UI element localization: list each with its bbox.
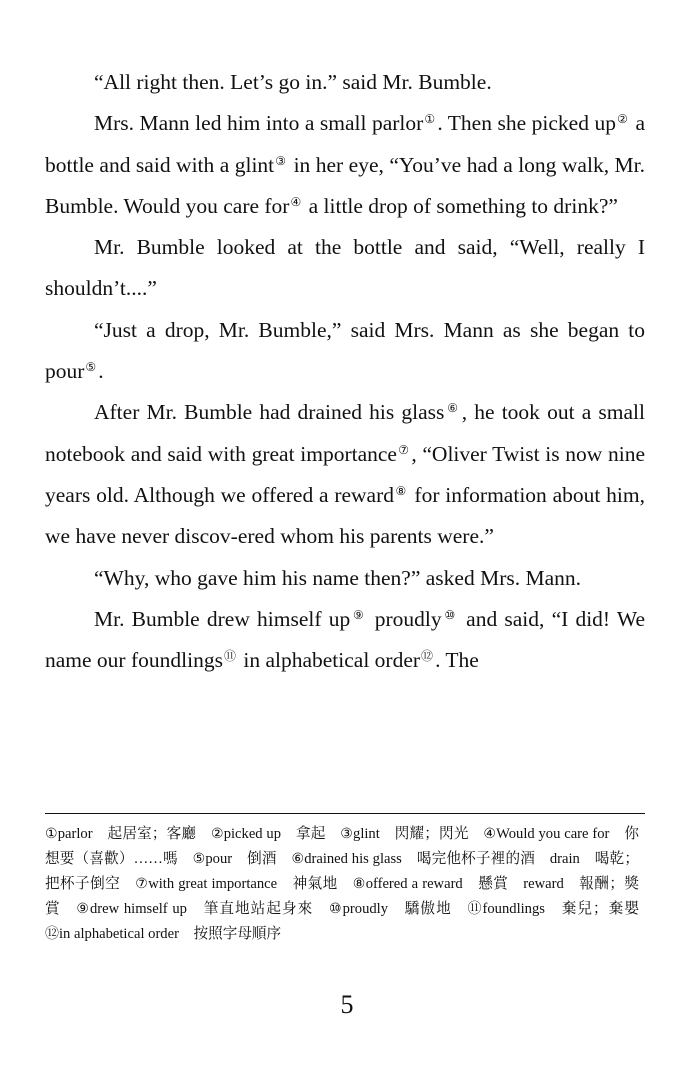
footnote-marker: ⑦ [397,442,410,457]
footnote-gloss: 驕傲地 [404,901,452,917]
footnote-gloss: 倒酒 [247,851,277,867]
footnote-marker: ④ [290,194,302,209]
paragraph [45,227,645,310]
footnote-term: proudly [342,901,389,917]
footnote-term: drew himself up [89,901,187,917]
footnote-number: ⑥ [291,852,305,867]
footnote-number: ④ [483,827,497,842]
footnote-gloss: 棄兒；棄嬰 [561,901,639,917]
text-run: , he took out a small notebook and said with great importance [45,400,645,466]
footnote-gloss: 喝完他杯子裡的酒 drain 喝乾；把杯子倒空 [45,851,639,892]
paragraph [45,62,645,103]
footnote-term: parlor [57,826,93,842]
footnote-item [211,826,326,842]
footnote-term: glint [353,826,380,842]
story-text [45,62,645,681]
paragraph [45,103,645,227]
footnote-item [76,901,313,917]
footnote-gloss: 你想要（喜歡）……嗎 [45,826,639,867]
footnote-term: picked up [223,826,282,842]
footnote-marker: ② [616,112,628,127]
footnote-number: ⑦ [135,877,149,892]
text-run: “Just a drop, Mr. Bumble,” said Mrs. Mann as she began to pour [45,317,645,384]
footnote-gloss: 拿起 [295,826,326,842]
footnote-gloss: 閃耀；閃光 [394,826,469,842]
footnote-marker: ① [424,112,436,127]
text-run: . [98,359,104,384]
footnote-marker: ⑥ [445,401,460,416]
text-run: a bottle and said with a glint [45,111,646,177]
footnote-gloss: 筆直地站起身來 [203,901,314,917]
footnote-marker: ⑫ [421,649,434,664]
footnote-gloss: 神氣地 [292,876,338,892]
text-run: Mr. Bumble looked at the bottle and said, “Well, really I shouldn’t....” [45,235,645,301]
footnote-number: ① [45,827,58,842]
footnote-number: ⑪ [467,902,483,917]
text-run: . Then she picked up [437,111,616,136]
paragraph [45,310,645,393]
vocabulary-footnotes [45,822,639,947]
text-run: a little drop of something to drink?” [303,193,618,218]
footnote-item [340,826,468,842]
text-run: After Mr. Bumble had drained his glass [94,400,445,425]
footnote-term: with great importance [148,876,278,892]
footnote-number: ⑧ [352,877,366,892]
text-run: “Why, who gave him his name then?” asked Mrs. Mann. [94,565,582,590]
text-run: Mrs. Mann led him into a small parlor [94,111,424,136]
footnote-marker: ⑪ [223,649,236,664]
footnote-item [45,826,196,842]
footnote-marker: ⑤ [85,360,97,375]
paragraph [45,558,645,599]
footnote-gloss: 起居室；客廳 [107,826,197,842]
footnote-term: foundlings [482,901,545,917]
text-run: and said, “I did! We name our foundlings [45,606,645,673]
text-run: in alphabetical order [237,648,421,673]
footnote-item [135,876,337,892]
footnote-marker: ⑩ [442,607,457,622]
footnote-divider [45,813,645,814]
text-run: Mr. Bumble drew himself up [94,606,351,631]
footnote-marker: ⑨ [351,607,366,622]
text-run: “All right then. Let’s go in.” said Mr. Bumble. [94,70,492,94]
paragraph [45,599,645,682]
footnote-term: drained his glass [304,851,402,867]
footnote-marker: ⑧ [395,483,407,498]
footnote-number: ③ [340,827,354,842]
footnote-item [45,926,281,942]
footnote-number: ⑤ [192,852,206,867]
footnote-number: ② [210,827,224,842]
footnote-item [467,901,639,917]
footnote-number: ⑩ [329,902,343,917]
footnote-term: Would you care for [496,826,610,842]
footnote-number: ⑫ [45,927,59,942]
text-run: , “Oliver Twist is now nine years old. Although we offered a reward [45,441,646,507]
footnote-item [193,851,277,867]
paragraph [45,392,645,557]
footnote-marker: ③ [275,153,287,168]
footnote-number: ⑨ [76,902,90,917]
footnote-item [329,901,452,917]
footnote-term: offered a reward [365,876,463,892]
footnote-term: in alphabetical order [59,926,179,942]
footnote-gloss: 懸賞 reward 報酬；獎賞 [45,876,639,917]
text-run: . The [435,648,479,673]
footnote-gloss: 按照字母順序 [193,926,282,942]
text-run: in her eye, “You’ve had a long walk, Mr. Bumble. Would you care for [45,152,645,218]
text-run: for information about him, we have never discov-ered whom his parents were.” [45,482,645,549]
text-run: proudly [367,606,442,631]
page-number: 5 [340,990,354,1019]
footnote-term: pour [205,851,233,867]
